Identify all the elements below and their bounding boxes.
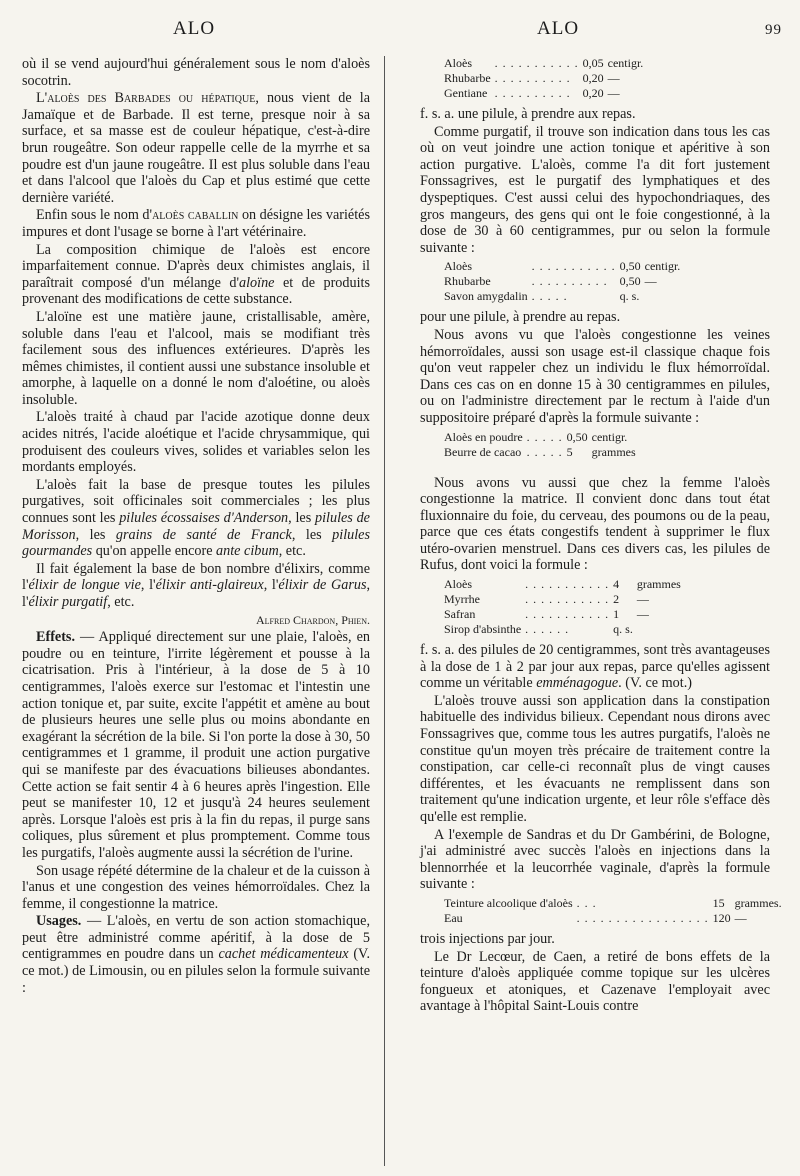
- paragraph: Enfin sous le nom d'aloès caballin on désigne les variétés impures et dont l'usage se borne à l'art vétérinaire.: [22, 207, 370, 240]
- paragraph: L'aloès trouve aussi son application dans la constipation habituelle des individus bilieux. Cependant nous dirons avec Fonssagrives que, comme tous les autres purgatifs, l'aloès ne constitue qu'un moyen très précaire de traitement contre la constipation, car celle-ci reconnaît plus de vingt causes différentes, et les évacuants ne remplissent dans son traitement qu'une indication urgente, et leur rôle s'efface dès qu'elle est remplie.: [420, 692, 770, 825]
- formula-row: Aloès . . . . . . . . . . . 0,05 centigr.: [444, 56, 644, 70]
- formula-row: Teinture alcoolique d'aloès . . . 15 grammes.: [444, 895, 782, 910]
- formula-table: [444, 259, 684, 304]
- paragraph: L'aloès des Barbades ou hépatique, nous vient de la Jamaïque et de Barbade. Il est terne, presque noir à sa surface, et sa masse est de couleur hépatique, c'est-à-dire brun rougeâtre. Son odeur rappelle celle de la myrrhe et sa poudre est d'un jaune rougeâtre. Il est plus soluble dans l'eau et dans l'alcool que l'aloès du Cap et plus estimé que cette dernière variété.: [22, 90, 370, 206]
- paragraph: Son usage répété détermine de la chaleur et de la cuisson à l'anus et une congestion des veines hémorroïdales. Chez la femme, il congestionne la matrice.: [22, 862, 370, 912]
- formula-row: Safran . . . . . . . . . . . 1 —: [444, 607, 649, 622]
- page-number: 99: [765, 22, 782, 38]
- left-column: [22, 56, 370, 997]
- paragraph: Usages. — L'aloès, en vertu de son action stomachique, peut être administré comme apéritif, à la dose de 5 centigrammes en poudre dans un cachet médicamenteux (V. ce mot.) de Limousin, ou en pilules selon la formule suivante :: [22, 913, 371, 996]
- paragraph: L'aloïne est une matière jaune, cristallisable, amère, soluble dans l'eau et l'alcool, mais se modifiant très facilement sous des influences extérieures. D'après les mêmes chimistes, il contient aussi une substance insoluble et amorphe, à laquelle on a donné le nom d'aloétine, ou aloès insoluble.: [22, 308, 370, 408]
- paragraph: Comme purgatif, il trouve son indication dans tous les cas où on veut joindre une action tonique et apéritive à son action purgative. L'aloès, comme l'a dit fort justement Fonssagrives, est le purgatif des lymphatiques et des dyspeptiques. C'est aussi celui des hypochondriaques, des gros mangeurs, des gens qui ont le foie congestionné, à la dose de 30 à 60 centigrammes, pur ou selon la formule suivante :: [420, 123, 770, 256]
- formula-row: Rhubarbe . . . . . . . . . . 0,20 —: [444, 71, 620, 85]
- formula-row: Savon amygdalin . . . . . q. s.: [444, 289, 640, 304]
- formula-row: Beurre de cacao . . . . . 5 grammes: [444, 444, 636, 459]
- paragraph: Le Dr Lecœur, de Caen, a retiré de bons effets de la teinture d'aloès appliquée comme topique sur les ulcères fongueux et atoniques, et Cazenave l'employait avec avantage à l'hôpital Saint-Louis contre: [420, 948, 770, 1015]
- formula-table: [444, 577, 685, 637]
- paragraph: f. s. a. des pilules de 20 centigrammes, sont très avantageuses à la dose de 1 à 2 par jour aux repas, parce qu'elles agissent comme un véritable emménagogue. (V. ce mot.): [420, 642, 770, 692]
- formula-table: [444, 896, 786, 926]
- paragraph: pour une pilule, à prendre au repas.: [420, 309, 621, 326]
- running-head-left: ALO: [173, 18, 216, 39]
- paragraph: trois injections par jour.: [420, 930, 555, 947]
- paragraph: où il se vend aujourd'hui généralement sous le nom d'aloès socotrin.: [22, 56, 370, 89]
- spacer: [420, 465, 770, 475]
- running-head-center: ALO: [537, 18, 580, 39]
- paragraph: f. s. a. une pilule, à prendre aux repas.: [420, 106, 636, 122]
- author-signature: Alfred Chardon, Phien.: [255, 612, 370, 627]
- formula-row: Sirop d'absinthe . . . . . . q. s.: [444, 622, 633, 637]
- formula-row: Aloès . . . . . . . . . . . 4 grammes: [444, 577, 681, 592]
- formula-row: Rhubarbe . . . . . . . . . . 0,50 —: [444, 274, 657, 289]
- paragraph: Nous avons vu aussi que chez la femme l'aloès congestionne la matrice. Il convient donc dans tout état fluxionnaire du foie, du cerveau, des poumons ou de la peau, parce que ces états congestifs tendent à supprimer le flux utéro-ovarien menstruel. Dans ces divers cas, les pilules de Rufus, dont voici la formule :: [420, 474, 770, 574]
- paragraph: Il fait également la base de bon nombre d'élixirs, comme l'élixir de longue vie, l'élixir anti-glaireux, l'élixir de Garus, l'élixir purgatif, etc.: [22, 560, 371, 610]
- formula-row: Eau . . . . . . . . . . . . . . . . . 120 —: [444, 910, 747, 925]
- column-divider: [384, 56, 385, 1166]
- paragraph: Effets. — Appliqué directement sur une plaie, l'aloès, en poudre ou en teinture, l'irrite légèrement et pousse à la cicatrisation. Pris à l'intérieur, à la dose de 5 à 10 centigrammes, l'aloès exerce sur l'estomac et l'intestin une action tonique et, par suite, excite l'appétit et amène au bout de plusieurs heures une selle plus ou moins abondante en exagérant la sécrétion de la bile. Si l'on porte la dose à 30, 50 centigrammes et 1 gramme, il produit une action purgative qui se manifeste par des évacuations bilieuses abondantes. Cette action se fait sentir 4 à 6 heures après l'ingestion. Elle peut se manifester 10, 12 et jusqu'à 24 heures seulement après. Lorsque l'aloès est pris à la fin du repas, il purge sans coliques, plus sûrement et plus promptement. Comme tous les purgatifs, l'aloès augmente aussi la sécrétion de l'urine.: [22, 629, 370, 861]
- paragraph: L'aloès traité à chaud par l'acide azotique donne deux acides nitrés, l'acide aloétique et l'acide chrysammique, qui produisent des couleurs vives, solides et variables selon les mordants employés.: [22, 409, 370, 476]
- formula-row: Myrrhe . . . . . . . . . . . 2 —: [444, 592, 649, 607]
- paragraph: Nous avons vu que l'aloès congestionne les veines hémorroïdales, aussi son usage est-il classique chaque fois qu'on veut rappeler chez un individu le flux hémorroïdal. Dans ces cas on en donne 15 à 30 centigrammes en pilules, ou on l'administre directement par le rectum à l'aide d'un suppositoire préparé d'après la formule suivante :: [420, 326, 770, 426]
- paragraph: L'aloès fait la base de presque toutes les pilules purgatives, soit officinales soit commerciales ; les plus connues sont les pilules écossaises d'Anderson, les pilules de Morisson, les grains de santé de Franck, les pilules gourmandes qu'on appelle encore ante cibum, etc.: [22, 476, 370, 560]
- formula-row: Gentiane . . . . . . . . . . 0,20 —: [444, 86, 620, 100]
- formula-row: Aloès . . . . . . . . . . . 0,50 centigr.: [444, 259, 681, 274]
- formula-table: [444, 56, 647, 101]
- paragraph: A l'exemple de Sandras et du Dr Gambérini, de Bologne, j'ai administré avec succès l'aloès en injections dans la blennorrhée et la leucorrhée vaginale, d'après la formule suivante :: [420, 826, 770, 893]
- paragraph: La composition chimique de l'aloès est encore imparfaitement connue. D'après deux chimistes anglais, il paraîtrait composé d'un mélange d'aloïne et de produits provenant des modifications de cette substance.: [22, 241, 370, 308]
- formula-row: Aloès en poudre . . . . . 0,50 centigr.: [444, 429, 628, 444]
- right-column: [420, 56, 782, 1016]
- formula-table: [444, 430, 640, 460]
